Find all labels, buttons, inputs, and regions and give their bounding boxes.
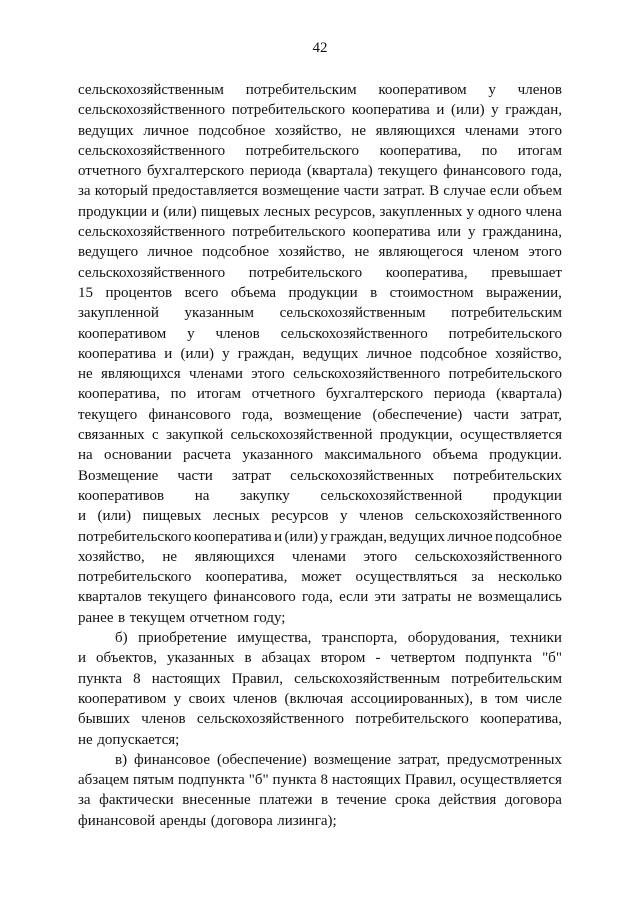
word: членов — [517, 82, 562, 98]
word: Правил, — [231, 670, 284, 687]
word: членом — [472, 244, 520, 261]
word: приобретение — [138, 630, 227, 647]
text-line — [78, 608, 562, 628]
word: объема — [230, 284, 277, 301]
word: Правил, — [404, 772, 457, 789]
word: отчетного — [251, 386, 316, 403]
word: возмещение — [313, 751, 392, 768]
word: фактически — [99, 792, 174, 809]
body-text — [78, 80, 562, 831]
word: имущества, — [237, 630, 312, 647]
word: объектов, — [96, 650, 157, 667]
text-line — [78, 750, 562, 770]
text-line — [78, 628, 562, 648]
page-number: 42 — [312, 40, 328, 56]
word: потребительского — [78, 569, 192, 586]
word: максимального — [324, 447, 422, 464]
word: кооператива, — [379, 142, 462, 159]
word: договора — [504, 792, 562, 809]
word: у — [340, 508, 348, 525]
word: возмещались — [478, 589, 562, 606]
word: лесных — [263, 203, 311, 220]
text-line — [78, 283, 562, 303]
word: (квартала) — [496, 386, 562, 403]
word: продукции — [492, 487, 562, 504]
word: членов — [215, 325, 260, 342]
word: по — [481, 142, 498, 159]
word: (или) — [97, 508, 132, 525]
word: не — [354, 244, 370, 261]
word: затрат — [231, 467, 272, 484]
word: с — [152, 427, 159, 444]
word: членов — [141, 711, 186, 728]
word: в — [370, 284, 378, 301]
word: подсобное — [198, 122, 266, 139]
text-line — [78, 425, 562, 445]
word: финансового — [148, 406, 231, 423]
word: подпункта — [465, 650, 533, 667]
word: финансового — [443, 163, 526, 180]
word: у — [187, 325, 195, 342]
word: кооператива — [351, 102, 430, 119]
text-line — [78, 466, 562, 486]
word: эти — [374, 589, 396, 606]
text-line — [78, 324, 562, 344]
word: и — [78, 508, 87, 525]
word: сельскохозяйственного — [78, 142, 226, 159]
text-line — [78, 364, 562, 384]
word: у — [466, 203, 474, 220]
word: кварталов — [78, 589, 142, 606]
word: (договора — [210, 812, 273, 829]
word: "б" — [542, 650, 562, 667]
word: закупку — [240, 487, 290, 504]
word: затрат, — [398, 751, 440, 768]
word: превышает — [491, 264, 562, 281]
text-line — [78, 141, 562, 161]
word: оборудования, — [407, 630, 500, 647]
word: кооператива, — [78, 386, 160, 403]
word: подсобное — [495, 528, 562, 545]
word: года, — [302, 589, 333, 606]
word: случае — [443, 183, 486, 200]
word: ведущих — [302, 345, 359, 362]
word: являющихся — [375, 122, 456, 139]
word: расчета — [182, 447, 232, 464]
word: члена — [525, 203, 562, 220]
word: несколько — [498, 569, 562, 586]
word: не — [78, 366, 93, 383]
word: четвертом — [390, 650, 456, 667]
word: у — [320, 528, 328, 545]
word: потребительским — [451, 305, 562, 322]
text-line — [78, 202, 562, 222]
word: возмещение — [284, 406, 362, 423]
text-line — [78, 303, 562, 323]
word: пятым — [133, 772, 175, 789]
word: б) — [115, 630, 128, 647]
word: затраты — [401, 589, 452, 606]
word: за — [471, 569, 485, 586]
word: сельскохозяйственной — [230, 427, 373, 444]
word: кооперативом — [78, 690, 167, 707]
word: (обеспечение) — [372, 406, 463, 423]
text-line — [78, 770, 562, 790]
word: на — [194, 487, 210, 504]
word: ресурсов — [271, 508, 329, 525]
word: настоящих — [331, 772, 401, 789]
word: осуществляется — [460, 427, 562, 444]
text-line — [78, 527, 562, 547]
text-line — [78, 80, 562, 100]
word: закупкой — [166, 427, 224, 444]
word: у — [173, 690, 182, 707]
word: части — [473, 406, 509, 423]
word: у — [468, 224, 476, 241]
text-line — [78, 100, 562, 120]
text-line — [78, 648, 562, 668]
word: закупленных — [379, 203, 463, 220]
word: указанных — [167, 650, 235, 667]
word: кооперативов — [78, 487, 165, 504]
text-line — [78, 181, 562, 201]
word: личное — [147, 244, 193, 261]
word: - — [375, 650, 381, 667]
word: у — [488, 82, 496, 98]
word: пункта — [272, 772, 317, 789]
text-line — [78, 384, 562, 404]
text-line — [78, 547, 562, 567]
word: году; — [253, 609, 286, 626]
word: выражении, — [485, 284, 562, 301]
word: ресурсов, — [314, 203, 376, 220]
text-line — [78, 790, 562, 810]
word: потребительского — [248, 264, 363, 281]
word: сельскохозяйственным — [294, 670, 441, 687]
word: объем — [523, 183, 562, 200]
word: втором — [320, 650, 366, 667]
word: сельскохозяйственным — [78, 82, 224, 98]
word: если — [339, 589, 369, 606]
word: хозяйство, — [274, 122, 342, 139]
word: пищевых — [200, 203, 260, 220]
word: ведущих — [78, 122, 134, 139]
word: кооператива, — [385, 264, 468, 281]
word: части — [177, 467, 213, 484]
word: техники — [510, 630, 562, 647]
word: может — [301, 569, 342, 586]
word: (обеспечение) — [216, 751, 307, 768]
word: и — [78, 650, 87, 667]
word: отчетном — [189, 609, 249, 626]
word: личное — [447, 528, 493, 545]
word: не — [162, 548, 178, 565]
word: затрат, — [520, 406, 562, 423]
word: продукции. — [489, 447, 562, 464]
word: сельскохозяйственного — [280, 325, 428, 342]
word: членами — [464, 122, 519, 139]
word: ведущих — [389, 528, 445, 545]
word: В — [429, 183, 440, 200]
text-line — [78, 405, 562, 425]
word: лесных — [213, 508, 260, 525]
word: сельскохозяйственного — [293, 366, 441, 383]
word: (включая — [284, 690, 344, 707]
word: продукции — [78, 203, 148, 220]
text-line — [78, 242, 562, 262]
word: потребительским — [245, 82, 357, 98]
word: по — [170, 386, 187, 403]
word: кооператива — [352, 224, 431, 241]
word: пункта — [78, 670, 123, 687]
word: и — [151, 203, 160, 220]
word: не — [78, 731, 93, 748]
word: сельскохозяйственной — [320, 487, 463, 504]
word: Возмещение — [78, 467, 159, 484]
word: в — [480, 690, 488, 707]
word: внесенные — [182, 792, 251, 809]
word: (или) — [180, 345, 214, 362]
word: аренды — [159, 812, 207, 829]
word: являющихся — [101, 366, 181, 383]
word: и — [436, 102, 445, 119]
word: подпункта — [178, 772, 245, 789]
word: одного — [477, 203, 522, 220]
word: потребительского — [231, 102, 346, 119]
word: периода — [433, 386, 486, 403]
text-line — [78, 121, 562, 141]
word: являющихся — [194, 548, 275, 565]
word: (или) — [163, 203, 197, 220]
word: кооперативом — [378, 82, 467, 98]
word: абзацем — [78, 772, 130, 789]
text-line — [78, 669, 562, 689]
word: личное — [143, 122, 189, 139]
word: допускается; — [97, 731, 180, 748]
word: предоставляется — [152, 183, 258, 200]
word: части — [343, 183, 379, 200]
word: этого — [363, 548, 398, 565]
word: членами — [188, 366, 243, 383]
word: 8 — [320, 772, 329, 789]
word: итогам — [196, 386, 242, 403]
word: связанных — [78, 427, 145, 444]
word: осуществляется — [460, 772, 562, 789]
word: (квартала) — [306, 163, 373, 180]
word: потребительского — [232, 224, 346, 241]
text-line — [78, 222, 562, 242]
word: подсобное — [420, 345, 488, 362]
word: сельскохозяйственного — [414, 508, 562, 525]
word: лизинга); — [277, 812, 337, 829]
text-line — [78, 344, 562, 364]
word: потребительских — [453, 467, 562, 484]
word: 8 — [133, 670, 141, 687]
word: кооператива — [78, 345, 157, 362]
word: транспорта, — [321, 630, 398, 647]
word: процентов — [105, 284, 173, 301]
word: кооперативом — [78, 325, 167, 342]
word: пищевых — [142, 508, 202, 525]
word: за — [78, 792, 91, 809]
text-line — [78, 730, 562, 750]
word: этого — [251, 366, 285, 383]
word: ведущего — [78, 244, 139, 261]
word: предусмотренных — [446, 751, 562, 768]
text-line — [78, 161, 562, 181]
word: кооператива, — [480, 711, 562, 728]
word: возмещение — [262, 183, 340, 200]
word: который — [94, 183, 149, 200]
word: в — [321, 792, 329, 809]
word: закупленной — [78, 305, 159, 322]
word: потребительского — [245, 142, 359, 159]
word: продукции — [288, 284, 358, 301]
word: (или) — [284, 528, 319, 545]
word: у — [222, 345, 230, 362]
word: хозяйство, — [495, 345, 562, 362]
word: всего — [184, 284, 219, 301]
text-line — [78, 709, 562, 729]
word: сельскохозяйственного — [78, 224, 226, 241]
text-line — [78, 689, 562, 709]
word: у — [491, 102, 499, 119]
text-line — [78, 506, 562, 526]
word: кооператива, — [205, 569, 288, 586]
word: основании — [103, 447, 172, 464]
word: хозяйство, — [278, 244, 346, 261]
text-line — [78, 811, 562, 831]
word: не — [351, 122, 366, 139]
word: финансовой — [78, 812, 156, 829]
word: текущем — [129, 609, 186, 626]
word: граждан, — [505, 102, 562, 119]
word: ассоциированных), — [350, 690, 474, 707]
word: сельскохозяйственным — [279, 305, 426, 322]
word: настоящих — [151, 670, 221, 687]
text-line — [78, 587, 562, 607]
word: ранее — [78, 609, 114, 626]
word: итогам — [517, 142, 562, 159]
word: или — [437, 224, 462, 241]
word: стоимостном — [389, 284, 474, 301]
word: граждан, — [237, 345, 295, 362]
word: сельскохозяйственного — [196, 711, 345, 728]
word: текущего — [78, 406, 138, 423]
word: в — [244, 650, 252, 667]
word: если — [489, 183, 520, 200]
word: срока — [394, 792, 431, 809]
word: числе — [525, 690, 562, 707]
word: бухгалтерского — [147, 163, 245, 180]
word: течение — [336, 792, 387, 809]
word: этого — [528, 244, 562, 261]
word: отчетного — [78, 163, 142, 180]
word: бухгалтерского — [325, 386, 424, 403]
word: граждан, — [330, 528, 387, 545]
word: года, — [531, 163, 562, 180]
text-line — [78, 263, 562, 283]
word: финансовое — [134, 751, 210, 768]
word: личное — [366, 345, 412, 362]
word: действия — [438, 792, 497, 809]
text-line — [78, 567, 562, 587]
word: и — [274, 528, 283, 545]
word: платежи — [259, 792, 313, 809]
word: сельскохозяйственных — [290, 467, 435, 484]
word: на — [78, 447, 93, 464]
word: указанного — [242, 447, 314, 464]
word: осуществляться — [355, 569, 458, 586]
text-line — [78, 486, 562, 506]
word: периода — [249, 163, 302, 180]
word: бывших — [78, 711, 130, 728]
word: указанным — [184, 305, 254, 322]
word: объема — [432, 447, 478, 464]
word: финансового — [213, 589, 296, 606]
word: затрат. — [383, 183, 425, 200]
word: года, — [241, 406, 273, 423]
word: в — [118, 609, 126, 626]
word: не — [457, 589, 472, 606]
word: сельскохозяйственного — [78, 102, 226, 119]
word: своих — [188, 690, 226, 707]
word: 15 — [78, 284, 93, 301]
text-line — [78, 445, 562, 465]
word: потребительским — [451, 670, 562, 687]
word: том — [495, 690, 519, 707]
word: подсобное — [202, 244, 270, 261]
word: за — [78, 183, 91, 200]
word: текущего — [378, 163, 438, 180]
word: этого — [528, 122, 562, 139]
word: членов — [232, 690, 278, 707]
word: членами — [292, 548, 346, 565]
word: членов — [359, 508, 404, 525]
word: являющегося — [378, 244, 464, 261]
word: сельскохозяйственного — [78, 264, 226, 281]
word: потребительского — [448, 325, 562, 342]
word: "б" — [248, 772, 269, 789]
word: кооператива — [193, 528, 272, 545]
word: гражданина, — [482, 224, 562, 241]
word: потребительского — [78, 528, 192, 545]
word: потребительского — [355, 711, 469, 728]
word: (или) — [451, 102, 485, 119]
word: сельскохозяйственного — [414, 548, 562, 565]
word: и — [164, 345, 173, 362]
word: потребительского — [448, 366, 562, 383]
word: текущего — [147, 589, 208, 606]
word: хозяйство, — [78, 548, 145, 565]
word: продукции, — [379, 427, 453, 444]
word: абзацах — [261, 650, 311, 667]
word: в) — [115, 751, 128, 768]
